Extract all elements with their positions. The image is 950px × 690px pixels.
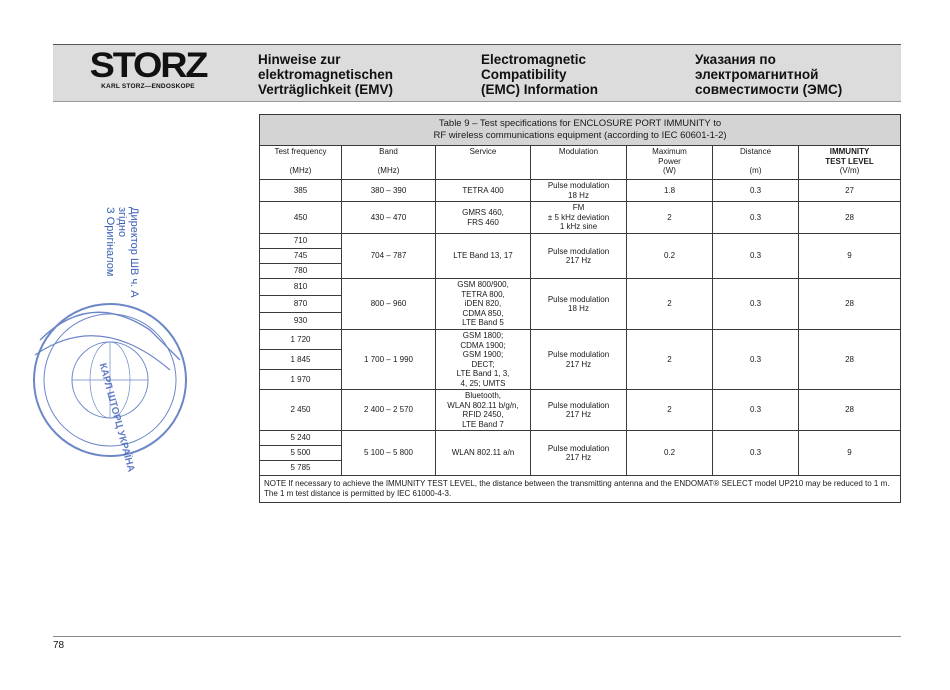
cell-test-frequency: 1 845 (260, 350, 342, 370)
cell-distance: 0.3 (713, 390, 799, 431)
caption-line: Table 9 – Test specifications for ENCLOSURE PORT IMMUNITY to (438, 118, 722, 129)
cell-band: 2 400 – 2 570 (342, 390, 436, 431)
cell-modulation-line: ± 5 kHz deviation (547, 212, 610, 222)
cell-modulation-line: 18 Hz (568, 304, 589, 313)
header-text: Maximum (652, 147, 687, 156)
cell-band: 430 – 470 (342, 202, 436, 234)
cell-maximum-power: 0.2 (627, 431, 713, 476)
cell-distance: 0.3 (713, 234, 799, 279)
header-de-line: Hinweise zur (258, 52, 341, 67)
cell-maximum-power: 2 (627, 202, 713, 234)
cell-test-frequency: 1 720 (260, 330, 342, 350)
cell-service-line: LTE Band 1, 3, (456, 369, 510, 378)
cell-immunity-test-level: 27 (799, 180, 901, 202)
cell-modulation-line: Pulse modulation (547, 350, 610, 359)
table-row (260, 202, 901, 234)
cert-line-1: З Оригіналом (104, 207, 116, 277)
cell-modulation (531, 279, 627, 330)
table-row (260, 330, 901, 350)
header-text: Test frequency (274, 147, 327, 156)
header-service (436, 146, 531, 180)
cell-service (436, 234, 531, 279)
seal-text: КАРЛ ШТОРЦ УКРАЇНА (96, 362, 137, 474)
header-immunity-test-level (799, 146, 901, 180)
cell-service-line: CDMA 1900; (460, 340, 506, 350)
cell-service-line: TETRA 800, (461, 289, 505, 299)
cell-service-line: FRS 460 (467, 217, 499, 227)
cell-service-line: LTE Band 7 (462, 419, 504, 429)
cell-service-line: TETRA 400 (462, 185, 504, 195)
caption-line: RF wireless communications equipment (according to IEC 60601-1-2) (433, 130, 727, 141)
cell-test-frequency: 870 (260, 296, 342, 313)
cell-test-frequency: 780 (260, 264, 342, 279)
header-unit: (W) (663, 166, 676, 175)
header-ru-line: Указания по (695, 52, 776, 67)
header-text: TEST LEVEL (825, 156, 874, 166)
cell-service-line: GSM 1800; (462, 331, 504, 340)
cell-service (436, 180, 531, 202)
cell-band: 800 – 960 (342, 279, 436, 330)
cell-modulation-line: 1 kHz sine (559, 222, 598, 232)
cell-modulation (531, 180, 627, 202)
table-row (260, 279, 901, 296)
cell-test-frequency: 745 (260, 249, 342, 264)
cell-modulation (531, 234, 627, 279)
cell-maximum-power: 2 (627, 390, 713, 431)
cell-service-line: RFID 2450, (462, 410, 504, 419)
cell-modulation-line: Pulse modulation (547, 294, 610, 304)
header-text: Distance (739, 147, 772, 156)
cell-service-line: iDEN 820, (464, 299, 502, 309)
cell-distance: 0.3 (713, 202, 799, 234)
cell-distance: 0.3 (713, 279, 799, 330)
cell-modulation-line: 18 Hz (568, 190, 589, 200)
header-de-line: Verträglichkeit (EMV) (258, 82, 394, 97)
header-title-ru (695, 52, 842, 97)
cell-modulation-line: Pulse modulation (547, 246, 610, 256)
header-unit: (V/m) (839, 166, 860, 175)
table-body (260, 180, 901, 476)
cell-modulation (531, 390, 627, 431)
official-seal-stamp (30, 300, 190, 474)
cell-service-line: GMRS 460, (462, 208, 504, 217)
cell-service (436, 202, 531, 234)
logo-word: STORZ (89, 46, 207, 85)
table-note: NOTE If necessary to achieve the IMMUNITY TEST LEVEL, the distance between the transmitting antenna and the ENDOMAT® SELECT model UP210 may be reduced to 1 m. The 1 m test distance is permitted by IEC 61000-4-3. (260, 476, 901, 503)
cell-service-line: WLAN 802.11 b/g/n, (447, 400, 519, 410)
cell-modulation (531, 431, 627, 476)
cell-modulation (531, 330, 627, 390)
header-de-line: elektromagnetischen (258, 67, 394, 82)
header-distance (713, 146, 799, 180)
header-ru-line: электромагнитной (695, 67, 819, 82)
header-band (342, 146, 436, 180)
table-row (260, 180, 901, 202)
cell-modulation-line: Pulse modulation (547, 443, 610, 453)
cell-service (436, 279, 531, 330)
cell-maximum-power: 2 (627, 330, 713, 390)
header-ru-line: совместимости (ЭМС) (695, 82, 843, 97)
cell-band: 380 – 390 (342, 180, 436, 202)
cell-immunity-test-level: 28 (799, 279, 901, 330)
header-en-line: Electromagnetic (481, 52, 587, 67)
cell-test-frequency: 2 450 (260, 390, 342, 431)
cell-modulation-line: 217 Hz (565, 410, 592, 419)
cert-line-3: Директор ШВ ч. А (128, 207, 140, 298)
cell-immunity-test-level: 28 (799, 202, 901, 234)
header-text: Service (469, 147, 497, 156)
cell-service-line: GSM 1900; (462, 350, 504, 359)
cell-service (436, 431, 531, 476)
header-unit: (MHz) (289, 165, 312, 175)
cell-test-frequency: 810 (260, 279, 342, 296)
cell-service (436, 330, 531, 390)
header-en-line: Compatibility (481, 67, 567, 82)
cell-distance: 0.3 (713, 180, 799, 202)
cell-maximum-power: 0.2 (627, 234, 713, 279)
table-row (260, 390, 901, 431)
table-9 (259, 114, 901, 503)
certification-handwritten-text (75, 175, 140, 315)
cell-service (436, 390, 531, 431)
header-title-de (258, 52, 393, 97)
header-en-line: (EMC) Information (481, 82, 598, 97)
cell-service-line: WLAN 802.11 a/n (451, 448, 515, 458)
cert-line-2: згідно (116, 207, 128, 238)
table-row (260, 431, 901, 446)
cell-service-line: GSM 800/900, (457, 280, 509, 290)
header-maximum-power (627, 146, 713, 180)
header-text: IMMUNITY (829, 147, 870, 156)
cell-service-line: CDMA 850, (462, 308, 504, 318)
cell-distance: 0.3 (713, 330, 799, 390)
cell-test-frequency: 5 785 (260, 461, 342, 476)
cell-test-frequency: 1 970 (260, 370, 342, 390)
logo-subtitle: KARL STORZ—ENDOSKOPE (101, 83, 195, 90)
cell-service-line: 4, 25; UMTS (460, 378, 506, 388)
header-modulation (531, 146, 627, 180)
cell-service-line: LTE Band 13, 17 (453, 251, 513, 261)
immunity-table (259, 114, 900, 503)
table-caption (260, 115, 901, 146)
cell-band: 5 100 – 5 800 (342, 431, 436, 476)
cell-modulation-line: 217 Hz (565, 256, 592, 265)
table-header-row (260, 146, 901, 180)
page-header (53, 44, 901, 102)
header-unit: (MHz) (377, 165, 400, 175)
cell-test-frequency: 930 (260, 313, 342, 330)
cell-modulation-line: Pulse modulation (547, 400, 610, 410)
cell-modulation-line: 217 Hz (565, 359, 592, 369)
cell-band: 704 – 787 (342, 234, 436, 279)
cell-immunity-test-level: 28 (799, 330, 901, 390)
header-text: Power (658, 156, 681, 166)
cell-test-frequency: 5 500 (260, 446, 342, 461)
cell-test-frequency: 710 (260, 234, 342, 249)
cell-service-line: DECT; (471, 359, 495, 369)
cell-modulation-line: 217 Hz (565, 453, 592, 462)
cell-immunity-test-level: 9 (799, 431, 901, 476)
header-text: Modulation (558, 147, 599, 156)
cell-modulation (531, 202, 627, 234)
cell-modulation-line: FM (572, 203, 585, 213)
cell-modulation-line: Pulse modulation (547, 181, 610, 190)
cell-test-frequency: 385 (260, 180, 342, 202)
header-title-en (481, 52, 598, 97)
table-row (260, 234, 901, 249)
header-test-frequency (260, 146, 342, 180)
header-text: Band (379, 147, 398, 156)
header-unit: (m) (749, 165, 762, 175)
cell-test-frequency: 5 240 (260, 431, 342, 446)
page-number: 78 (53, 640, 65, 651)
cell-test-frequency: 450 (260, 202, 342, 234)
cell-maximum-power: 2 (627, 279, 713, 330)
cell-service-line: LTE Band 5 (462, 318, 504, 328)
cell-maximum-power: 1.8 (627, 180, 713, 202)
footer-rule (53, 636, 901, 637)
storz-logo (63, 46, 233, 90)
cell-band: 1 700 – 1 990 (342, 330, 436, 390)
cell-distance: 0.3 (713, 431, 799, 476)
cell-service-line: Bluetooth, (464, 391, 502, 400)
cell-immunity-test-level: 28 (799, 390, 901, 431)
cell-immunity-test-level: 9 (799, 234, 901, 279)
